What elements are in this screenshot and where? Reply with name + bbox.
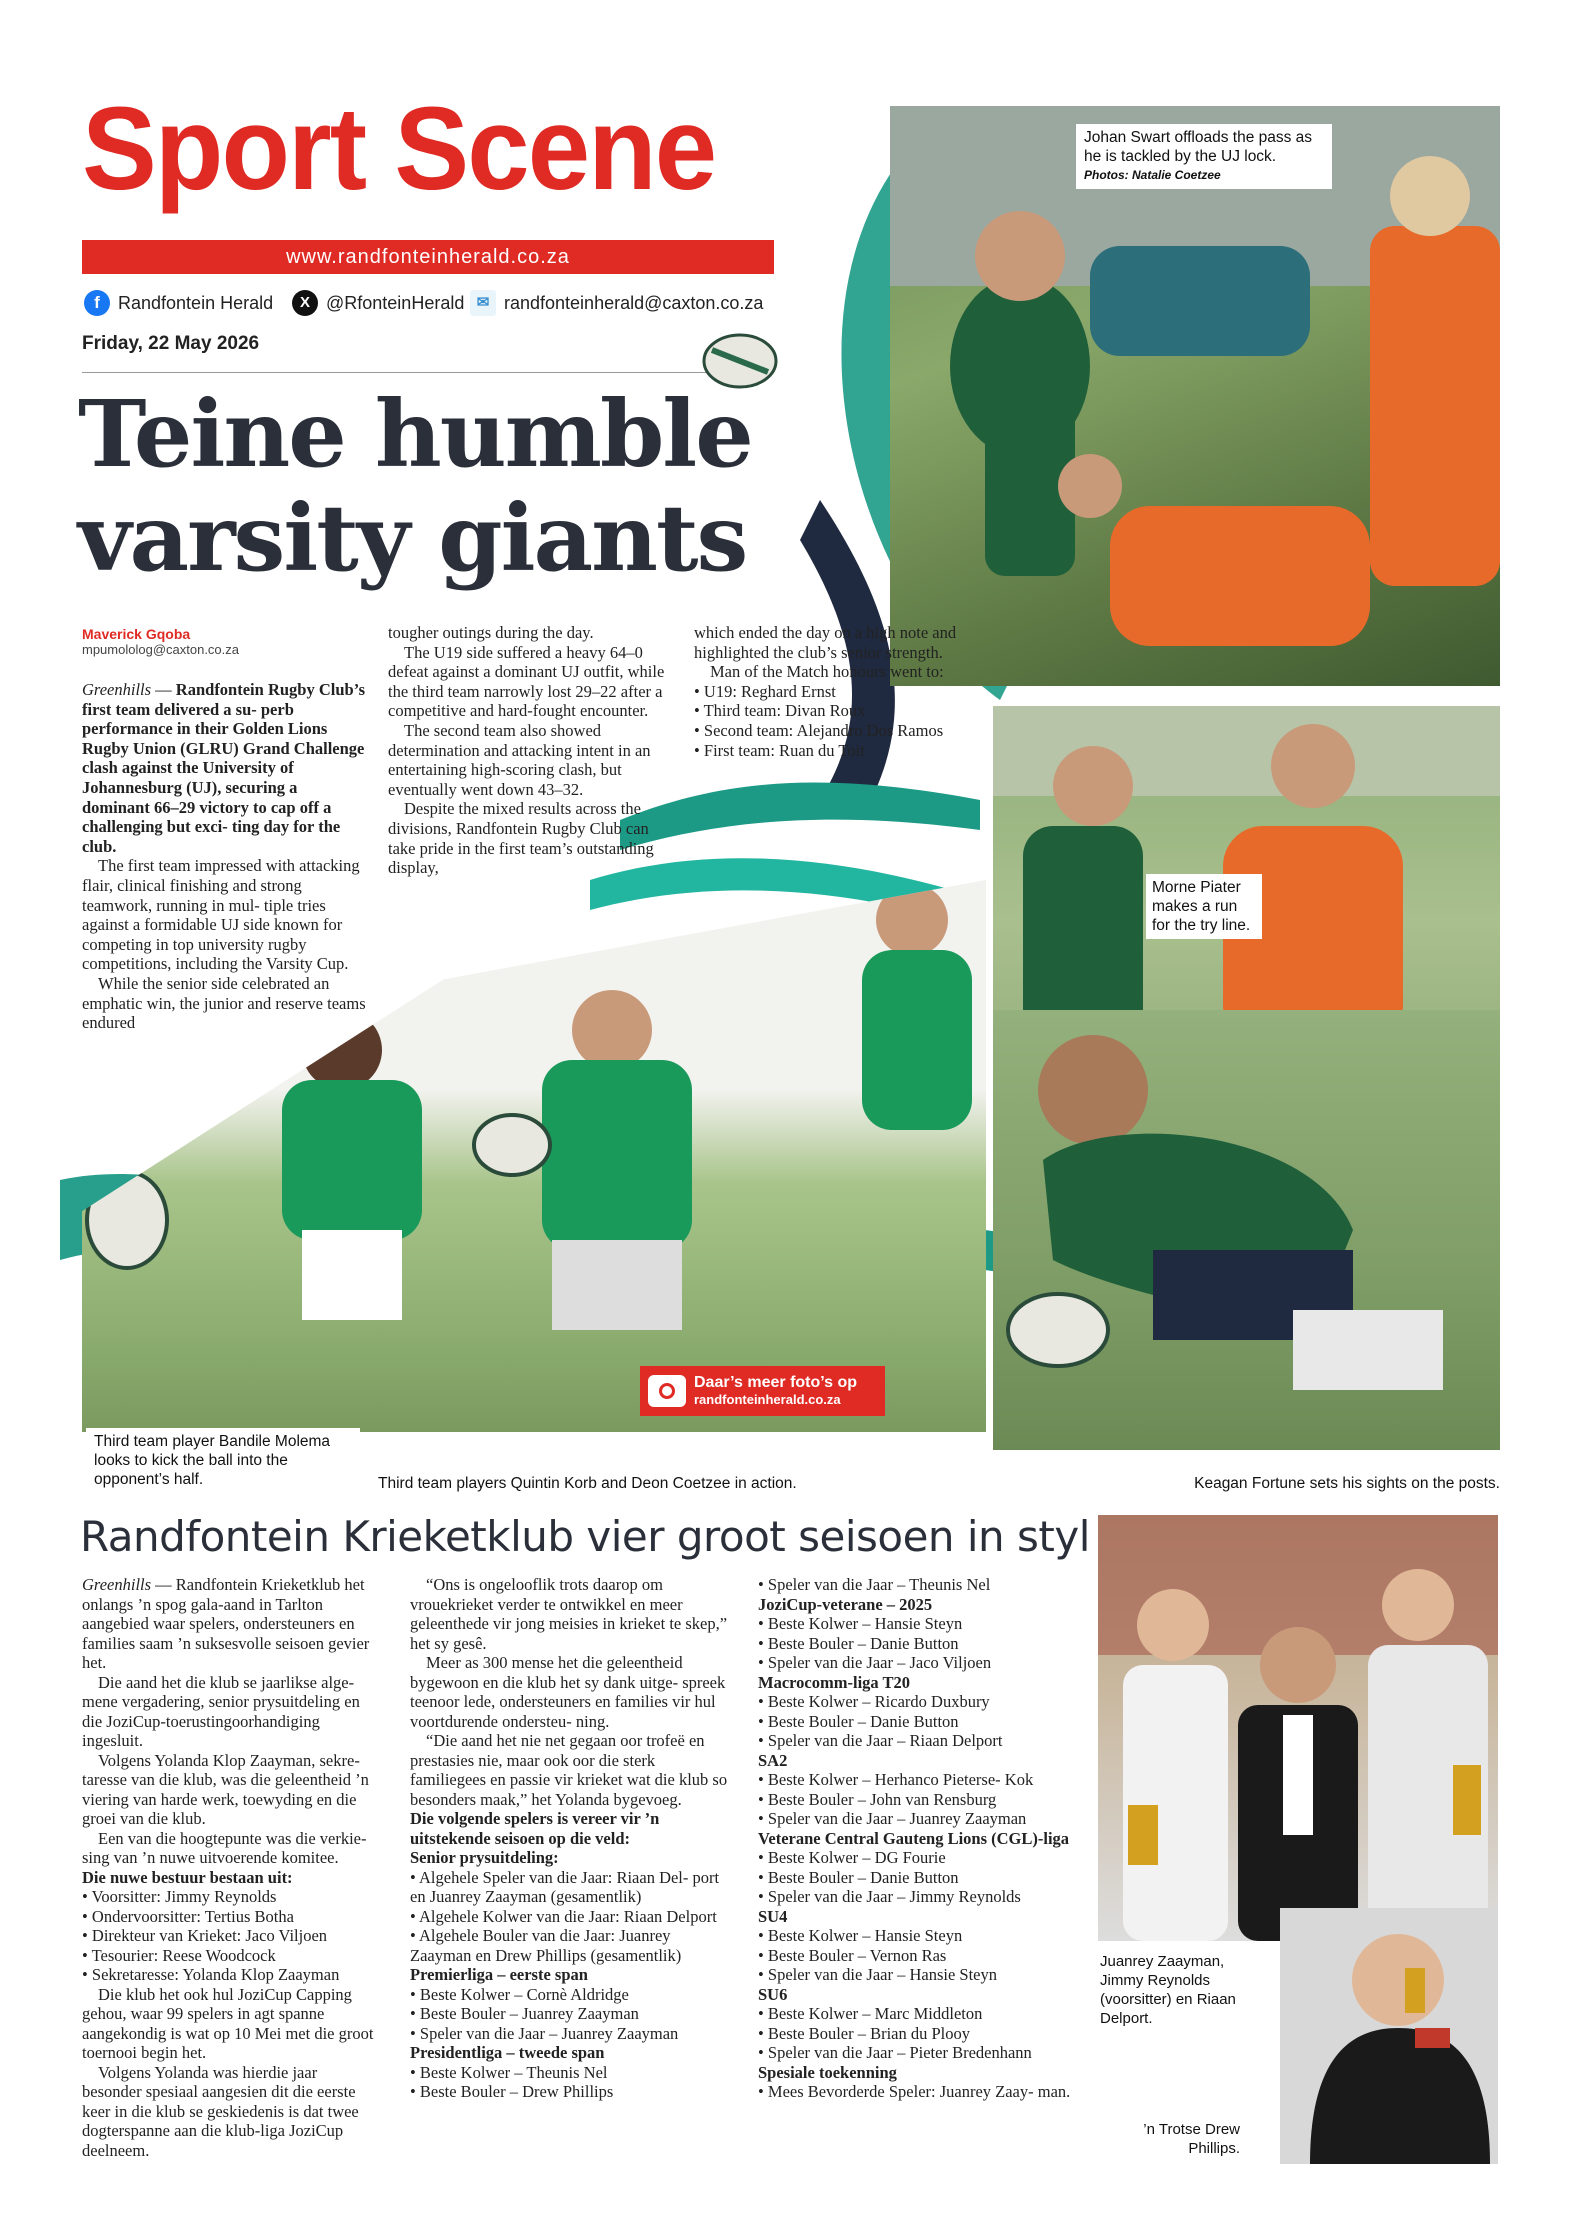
x-icon: X [292,290,318,316]
article2-headline: Randfontein Krieketklub vier groot seisoen in styl [80,1512,1090,1561]
promo-line2: randfonteinherald.co.za [694,1392,841,1407]
promo-line1: Daar’s meer foto’s op [694,1374,858,1391]
caption-piater: Morne Piater makes a run for the try line. [1146,874,1262,939]
paragraph: • Beste Kolwer – Theunis Nel [410,2062,608,2082]
photo-johan-swart [890,106,1500,686]
article1-column2 [388,623,678,878]
paragraph: • Third team: Divan Roux [694,701,866,721]
article1-column1 [82,680,367,1033]
article2-column2 [410,1575,732,2102]
paragraph: • Tesourier: Reese Woodcock [82,1945,276,1965]
masthead-title: Sport Scene [82,83,716,215]
caption-cricket-group: Juanrey Zaayman, Jimmy Reynolds (voorsitter) en Riaan Delport. [1100,1953,1236,2027]
paragraph: • Voorsitter: Jimmy Reynolds [82,1887,277,1906]
paragraph: Die nuwe bestuur bestaan uit: [82,1867,293,1887]
paragraph: • Beste Bouler – Vernon Ras [758,1945,947,1965]
paragraph: • Beste Bouler – Danie Button [758,1711,959,1731]
paragraph: • Second team: Alejandro Dos Ramos [694,720,944,740]
issue-date: Friday, 22 May 2026 [82,333,260,354]
paragraph: • Speler van die Jaar – Jimmy Reynolds [758,1887,1021,1906]
paragraph: • Speler van die Jaar – Juanrey Zaayman [410,2023,679,2043]
paragraph: • Beste Kolwer – Ricardo Duxbury [758,1692,990,1711]
photo-cricket-group-art [1098,1515,1498,1941]
paragraph: “Ons is ongelooflik trots daarop om vrouekrieket verder te ontwikkel en meer geleenthede vir jong meisies in krieket te skep,” het sy gesê. [410,1575,728,1653]
article1-byline: Maverick Gqoba mpumololog@caxton.co.za [82,626,239,657]
article2-column3 [758,1575,1078,2102]
facebook-label: Randfontein Herald [118,292,274,313]
camera-icon [648,1375,686,1407]
paragraph: • Beste Kolwer – Herhanco Pieterse- Kok [758,1770,1034,1789]
paragraph: Een van die hoogtepunte was die verkie- sing van ’n nuwe uitvoerende komitee. [82,1828,367,1867]
paragraph: Spesiale toekenning [758,2062,897,2082]
paragraph: • Mees Bevorderde Speler: Juanrey Zaay- man. [758,2082,1071,2101]
paragraph: Greenhills — Randfontein Krieketklub het onlangs ’n spog gala-aand in Tarlton aangebied waar spelers, ondersteuners en families saam ’n suksesvolle seisoen gevier het. [82,1575,370,1672]
paragraph: • Speler van die Jaar – Juanrey Zaayman [758,1809,1027,1828]
paragraph: • Ondervoorsitter: Tertius Botha [82,1906,294,1926]
paragraph: Volgens Yolanda Klop Zaayman, sekre- taresse van die klub, was die geleentheid ’n viering van harde werk, toewyding en die groei van die klub. [82,1750,369,1828]
x-label: @RfonteinHerald [326,292,465,313]
paragraph: The second team also showed determination and attacking intent in an entertaining high-scoring clash, but eventually went down 43–32. [388,720,651,799]
more-photos-promo[interactable] [640,1366,885,1416]
paragraph: The U19 side suffered a heavy 64–0 defeat against a dominant UJ outfit, while the third team narrowly lost 29–22 after a competitive and hard-fought encounter. [388,642,665,721]
paragraph: • Beste Kolwer – Hansie Steyn [758,1614,963,1633]
paragraph: • Beste Bouler – Brian du Plooy [758,2023,971,2043]
article1-column3 [694,623,986,760]
paragraph: Volgens Yolanda was hierdie jaar besonder spesiaal aangesien dit die eerste keer in die klub se geskiedenis is dat twee dogterspanne aan die klub-liga JoziCup deelneem. [82,2062,359,2160]
photo-keagan-fortune [993,1010,1500,1450]
paragraph: “Die aand het nie net gegaan oor trofeë en prestasies nie, maar ook oor die sterk familiegees en passie vir krieket wat die klub so besonders maak,” het Yolanda bygevoeg. [410,1731,728,1809]
photo-keagan-fortune-art [993,1010,1500,1450]
paragraph: SU4 [758,1906,788,1926]
paragraph: • Beste Kolwer – DG Fourie [758,1848,946,1867]
paragraph: which ended the day on a high note and highlighted the club’s senior strength. [694,623,957,662]
paragraph: • Beste Bouler – Danie Button [758,1633,959,1653]
article2-column1 [82,1575,378,2160]
caption-drew: ’n Trotse Drew Phillips. [1143,2121,1240,2157]
paragraph: • Algehele Speler van die Jaar: Riaan Del- port en Juanrey Zaayman (gesamentlik) [410,1867,720,1906]
paragraph: Man of the Match honours went to: [710,662,944,682]
paragraph: JoziCup-veterane – 2025 [758,1594,933,1614]
paragraph: • Sekretaresse: Yolanda Klop Zaayman [82,1965,340,1984]
paragraph: While the senior side celebrated an emphatic win, the junior and reserve teams endured [82,973,366,1033]
paragraph: • First team: Ruan du Toit [694,740,865,760]
paragraph: Premierliga – eerste span [410,1965,588,1984]
paragraph: Veterane Central Gauteng Lions (CGL)-liga [758,1828,1070,1848]
paragraph: • Beste Kolwer – Cornè Aldridge [410,1984,629,2004]
paragraph: Die klub het ook hul JoziCup Capping gehou, waar 99 spelers in agt spanne aangekondig is wat op 10 Mei met die groot toernooi begin het. [82,1984,374,2062]
photo-cricket-group [1098,1515,1498,1941]
paragraph: The first team impressed with attacking flair, clinical finishing and strong teamwork, running in mul- tiple tries against a formidable UJ side known for competing in top university rugby competitions, including the Varsity Cup. [82,856,360,974]
website-bar[interactable]: www.randfonteinherald.co.za [82,240,774,274]
paragraph: • Speler van die Jaar – Pieter Bredenhann [758,2043,1032,2062]
paragraph: Despite the mixed results across the divisions, Randfontein Rugby Club can take pride in the first team’s outstanding display, [388,799,654,878]
paragraph: • Beste Bouler – Juanrey Zaayman [410,2004,639,2023]
paragraph: SU6 [758,1984,788,2004]
paragraph: Die volgende spelers is vereer vir ’n uitstekende seisoen op die veld: [410,1809,660,1848]
paragraph: Senior prysuitdeling: [410,1848,559,1867]
caption-korb: Third team players Quintin Korb and Deon Coetzee in action. [378,1475,797,1492]
mail-icon: ✉ [470,290,496,316]
photo-drew-phillips [1280,1908,1498,2164]
caption-molema: Third team player Bandile Molema looks to kick the ball into the opponent’s half. [86,1428,360,1493]
paragraph: • Algehele Bouler van die Jaar: Juanrey Zaayman en Drew Phillips (gesamentlik) [410,1926,682,1965]
paragraph: Die aand het die klub se jaarlikse alge- mene vergadering, senior prysuitdeling en die JoziCup-toerustingoorhandiging ingesluit. [82,1672,360,1750]
paragraph: • Speler van die Jaar – Jaco Viljoen [758,1653,992,1672]
paragraph: • Beste Kolwer – Hansie Steyn [758,1926,963,1945]
paragraph: • Algehele Kolwer van die Jaar: Riaan Delport [410,1906,717,1926]
caption-fortune: Keagan Fortune sets his sights on the posts. [1194,1475,1500,1492]
paragraph: • Beste Bouler – John van Rensburg [758,1789,997,1809]
article1-headline: Teine humble varsity giants [78,380,752,592]
paragraph: Meer as 300 mense het die geleentheid bygewoon en die klub het sy dank uitge- spreek teenoor lede, ondersteuners en families vir hul voortdurende ondersteu- ning. [410,1653,726,1731]
email-label: randfonteinherald@caxton.co.za [504,292,764,313]
paragraph: • Beste Kolwer – Marc Middleton [758,2004,983,2023]
paragraph: • U19: Reghard Ernst [694,681,836,701]
paragraph: • Beste Bouler – Danie Button [758,1867,959,1887]
photo-johan-swart-art [890,106,1500,686]
paragraph: • Beste Bouler – Drew Phillips [410,2082,614,2101]
paragraph: Macrocomm-liga T20 [758,1672,910,1692]
photo-drew-phillips-art [1280,1908,1498,2164]
paragraph: • Direkteur van Krieket: Jaco Viljoen [82,1926,328,1945]
paragraph: • Speler van die Jaar – Riaan Delport [758,1731,1003,1750]
paragraph: SA2 [758,1750,788,1770]
paragraph: tougher outings during the day. [388,623,594,642]
facebook-icon: f [84,290,110,316]
caption-swart: Johan Swart offloads the pass as he is tackled by the UJ lock. Photos: Natalie Coetzee [1076,124,1332,189]
paragraph: Greenhills — Randfontein Rugby Club’s first team delivered a su- perb performance in their Golden Lions Rugby Union (GLRU) Grand Challenge clash against the University of Johannesburg (UJ), securing a dominant 66–29 victory to cap off a challenging but exci- ting day for the club. [82,680,365,856]
paragraph: • Speler van die Jaar – Hansie Steyn [758,1965,998,1984]
paragraph: Presidentliga – tweede span [410,2043,605,2062]
paragraph: • Speler van die Jaar – Theunis Nel [758,1575,991,1594]
